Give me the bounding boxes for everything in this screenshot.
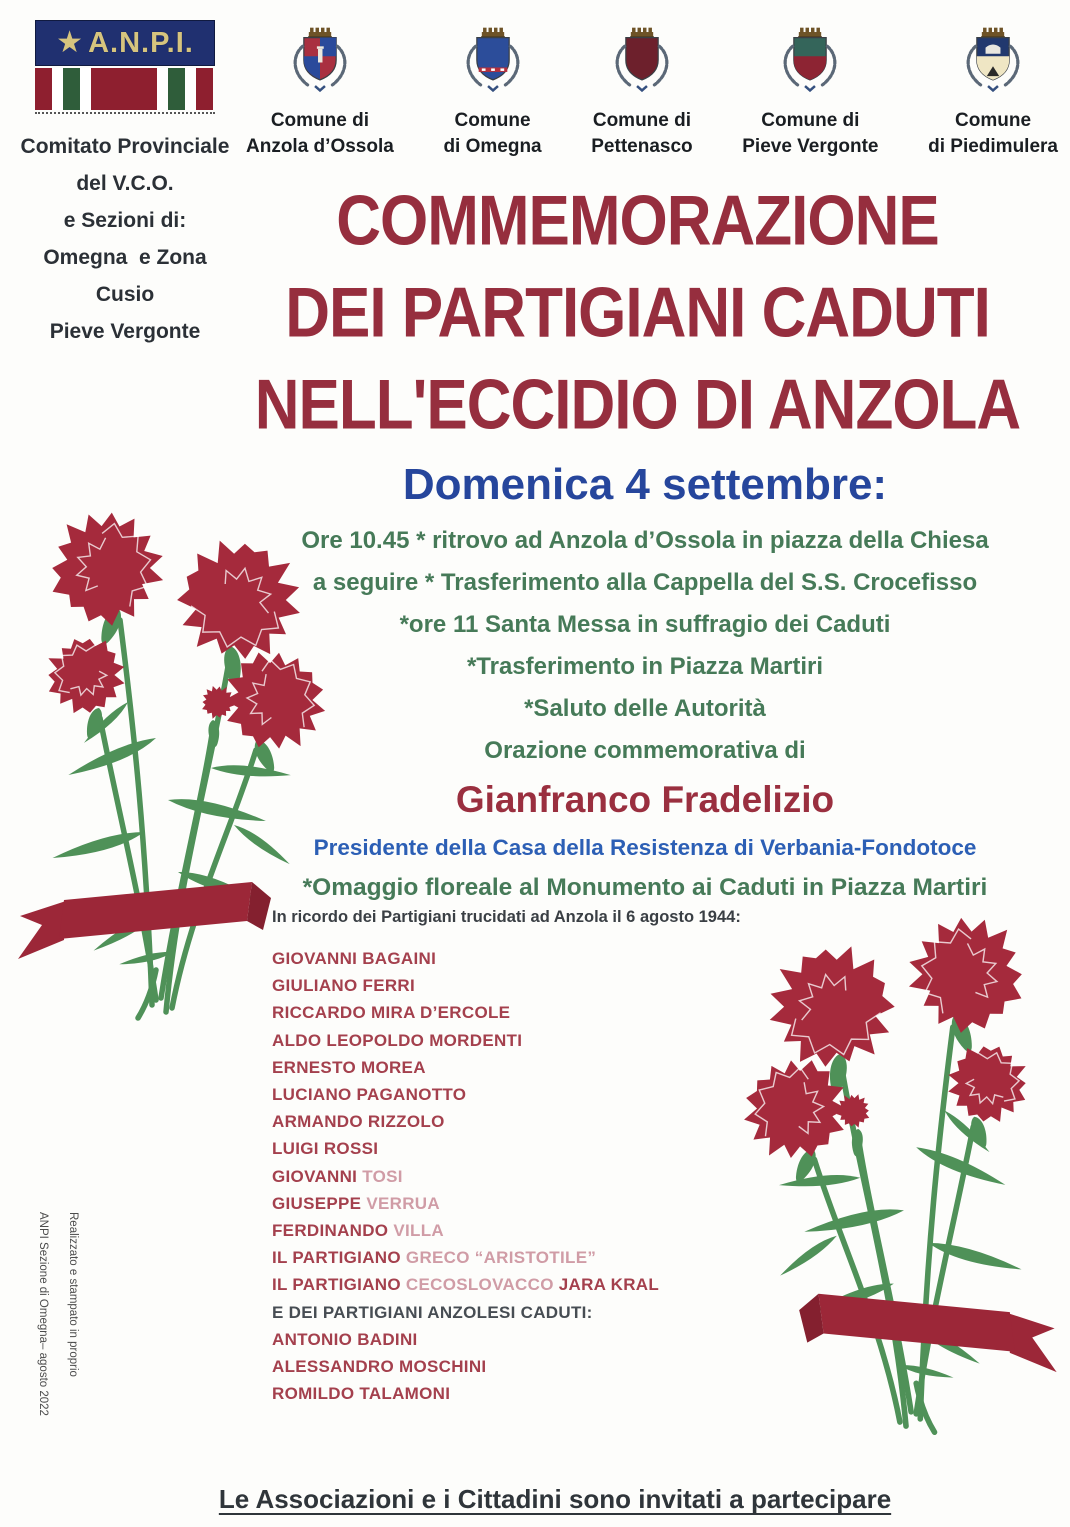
anpi-block xyxy=(14,20,236,350)
memorial-name-segment: IL PARTIGIANO xyxy=(272,1275,406,1295)
commune-label xyxy=(591,108,692,160)
memorial-name-segment: GIULIANO FERRI xyxy=(272,976,416,996)
commune-label-line: Anzola d’Ossola xyxy=(246,136,394,157)
memorial-name-segment: CECOSLOVACCO xyxy=(405,1275,559,1295)
commune-label-line: Comune di xyxy=(592,110,692,131)
commune-label-line: Comune di xyxy=(761,110,860,131)
anpi-stripe xyxy=(80,68,91,110)
speaker-title: Presidente della Casa della Resistenza di Verbania-Fondotoce xyxy=(313,835,977,860)
committee-line: Comitato Provinciale xyxy=(20,135,230,158)
commune-crest-icon xyxy=(602,14,682,106)
anpi-star-icon: ★ xyxy=(56,26,84,59)
memorial-name-segment: GRECO “ARISTOTILE” xyxy=(405,1248,597,1268)
commune-crest-icon xyxy=(453,14,533,106)
memorial-name-segment: FERDINANDO xyxy=(272,1221,394,1241)
anpi-stripe xyxy=(35,68,52,110)
memorial-name-segment: RICCARDO MIRA D’ERCOLE xyxy=(272,1003,511,1023)
memorial-name-segment: TOSI xyxy=(362,1166,403,1186)
memorial-name-segment: VERRUA xyxy=(366,1193,440,1213)
memorial-name-segment: ROMILDO TALAMONI xyxy=(272,1384,451,1404)
memorial-name-segment: ERNESTO MOREA xyxy=(272,1057,426,1077)
schedule-line: *ore 11 Santa Messa in suffragio dei Caduti xyxy=(399,611,891,638)
event-block xyxy=(245,458,1045,908)
memorial-name-segment: IL PARTIGIANO xyxy=(272,1248,406,1268)
memorial-name-segment: LUCIANO PAGANOTTO xyxy=(272,1085,467,1105)
carnation-bouquet-icon xyxy=(6,500,328,1062)
memorial-name-segment: ALDO LEOPOLDO MORDENTI xyxy=(272,1030,523,1050)
commune-label-line: Comune xyxy=(454,110,531,131)
anpi-ribbon-stripes xyxy=(35,68,215,110)
commune-item xyxy=(591,14,692,160)
committee-line: e Sezioni di: xyxy=(63,209,187,232)
floral-homage-line: *Omaggio floreale al Monumento ai Caduti in Piazza Martiri xyxy=(302,874,988,901)
anpi-stripe xyxy=(157,68,168,110)
memorial-name-segment: GIUSEPPE xyxy=(272,1193,367,1213)
commune-label-line: di Omegna xyxy=(443,136,542,157)
memorial-intro: In ricordo dei Partigiani trucidati ad Anzola il 6 agosto 1944: xyxy=(272,908,741,926)
carnation-bouquet-icon xyxy=(738,905,1070,1477)
schedule-line: *Trasferimento in Piazza Martiri xyxy=(466,653,824,680)
bouquet-left-illustration xyxy=(6,500,328,1062)
commune-crest-icon xyxy=(953,14,1033,106)
memorial-name-segment: GIOVANNI xyxy=(272,1166,363,1186)
anpi-stripe xyxy=(196,68,213,110)
anpi-logo-text: A.N.P.I. xyxy=(88,26,194,59)
invitation-footer: Le Associazioni e i Cittadini sono invitati a partecipare xyxy=(218,1484,892,1514)
print-credit-line: Realizzato e stampato in proprio xyxy=(67,1212,79,1377)
main-title-line: NELL'ECCIDIO DI ANZOLA xyxy=(254,366,1021,445)
commune-label xyxy=(246,108,394,160)
committee-line: del V.C.O. xyxy=(76,172,174,195)
anpi-stripe xyxy=(91,68,157,110)
event-schedule xyxy=(245,520,1045,772)
schedule-line: Orazione commemorativa di xyxy=(484,737,806,764)
anpi-stripe xyxy=(63,68,80,110)
schedule-line: a seguire * Trasferimento alla Cappella del S.S. Crocefisso xyxy=(312,569,978,596)
memorial-name-segment: ANTONIO BADINI xyxy=(272,1329,418,1349)
main-title xyxy=(230,176,1045,452)
commune-label-line: Comune xyxy=(955,110,1032,131)
main-title-line: COMMEMORAZIONE xyxy=(336,182,939,261)
anpi-stripe xyxy=(185,68,196,110)
commune-item xyxy=(928,14,1058,160)
bouquet-right-illustration xyxy=(738,905,1070,1477)
commune-crest-icon xyxy=(280,14,360,106)
memorial-name-segment: JARA KRAL xyxy=(558,1275,660,1295)
speaker-name: Gianfranco Fradelizio xyxy=(455,779,835,820)
committee-line: Pieve Vergonte xyxy=(49,320,201,343)
commune-label xyxy=(443,108,541,160)
schedule-line: Ore 10.45 * ritrovo ad Anzola d’Ossola in piazza della Chiesa xyxy=(301,527,989,554)
anpi-logo xyxy=(35,20,215,114)
committee-text xyxy=(14,128,236,350)
memorial-name-segment: GIOVANNI BAGAINI xyxy=(272,949,437,968)
memorial-name-segment: ARMANDO RIZZOLO xyxy=(272,1112,445,1132)
commune-item xyxy=(443,14,541,160)
print-credit-note xyxy=(28,1212,88,1467)
anpi-caption-line xyxy=(35,112,215,114)
anpi-banner xyxy=(35,20,215,66)
memorial-name-segment: E DEI PARTIGIANI ANZOLESI CADUTI: xyxy=(272,1302,593,1322)
main-title-line: DEI PARTIGIANI CADUTI xyxy=(285,274,990,353)
memorial-name-segment: LUIGI ROSSI xyxy=(272,1139,379,1159)
communes-row xyxy=(246,14,1058,160)
commune-label-line: Pettenasco xyxy=(591,136,693,157)
commune-item xyxy=(742,14,878,160)
print-credit-line: ANPI Sezione di Omegna– agosto 2022 xyxy=(37,1212,49,1416)
event-date-heading: Domenica 4 settembre: xyxy=(402,460,888,509)
commune-label-line: Pieve Vergonte xyxy=(742,136,879,157)
commune-crest-icon xyxy=(770,14,850,106)
commune-item xyxy=(246,14,394,160)
schedule-line: *Saluto delle Autorità xyxy=(524,695,766,722)
committee-line: Omegna e Zona Cusio xyxy=(43,246,213,306)
anpi-stripe xyxy=(52,68,63,110)
memorial-name-segment: ALESSANDRO MOSCHINI xyxy=(272,1357,487,1377)
memorial-name-segment: VILLA xyxy=(393,1221,444,1241)
commune-label-line: Comune di xyxy=(270,110,369,131)
anpi-stripe xyxy=(168,68,185,110)
commune-label-line: di Piedimulera xyxy=(928,136,1058,157)
commune-label xyxy=(928,108,1058,160)
commune-label xyxy=(742,108,878,160)
